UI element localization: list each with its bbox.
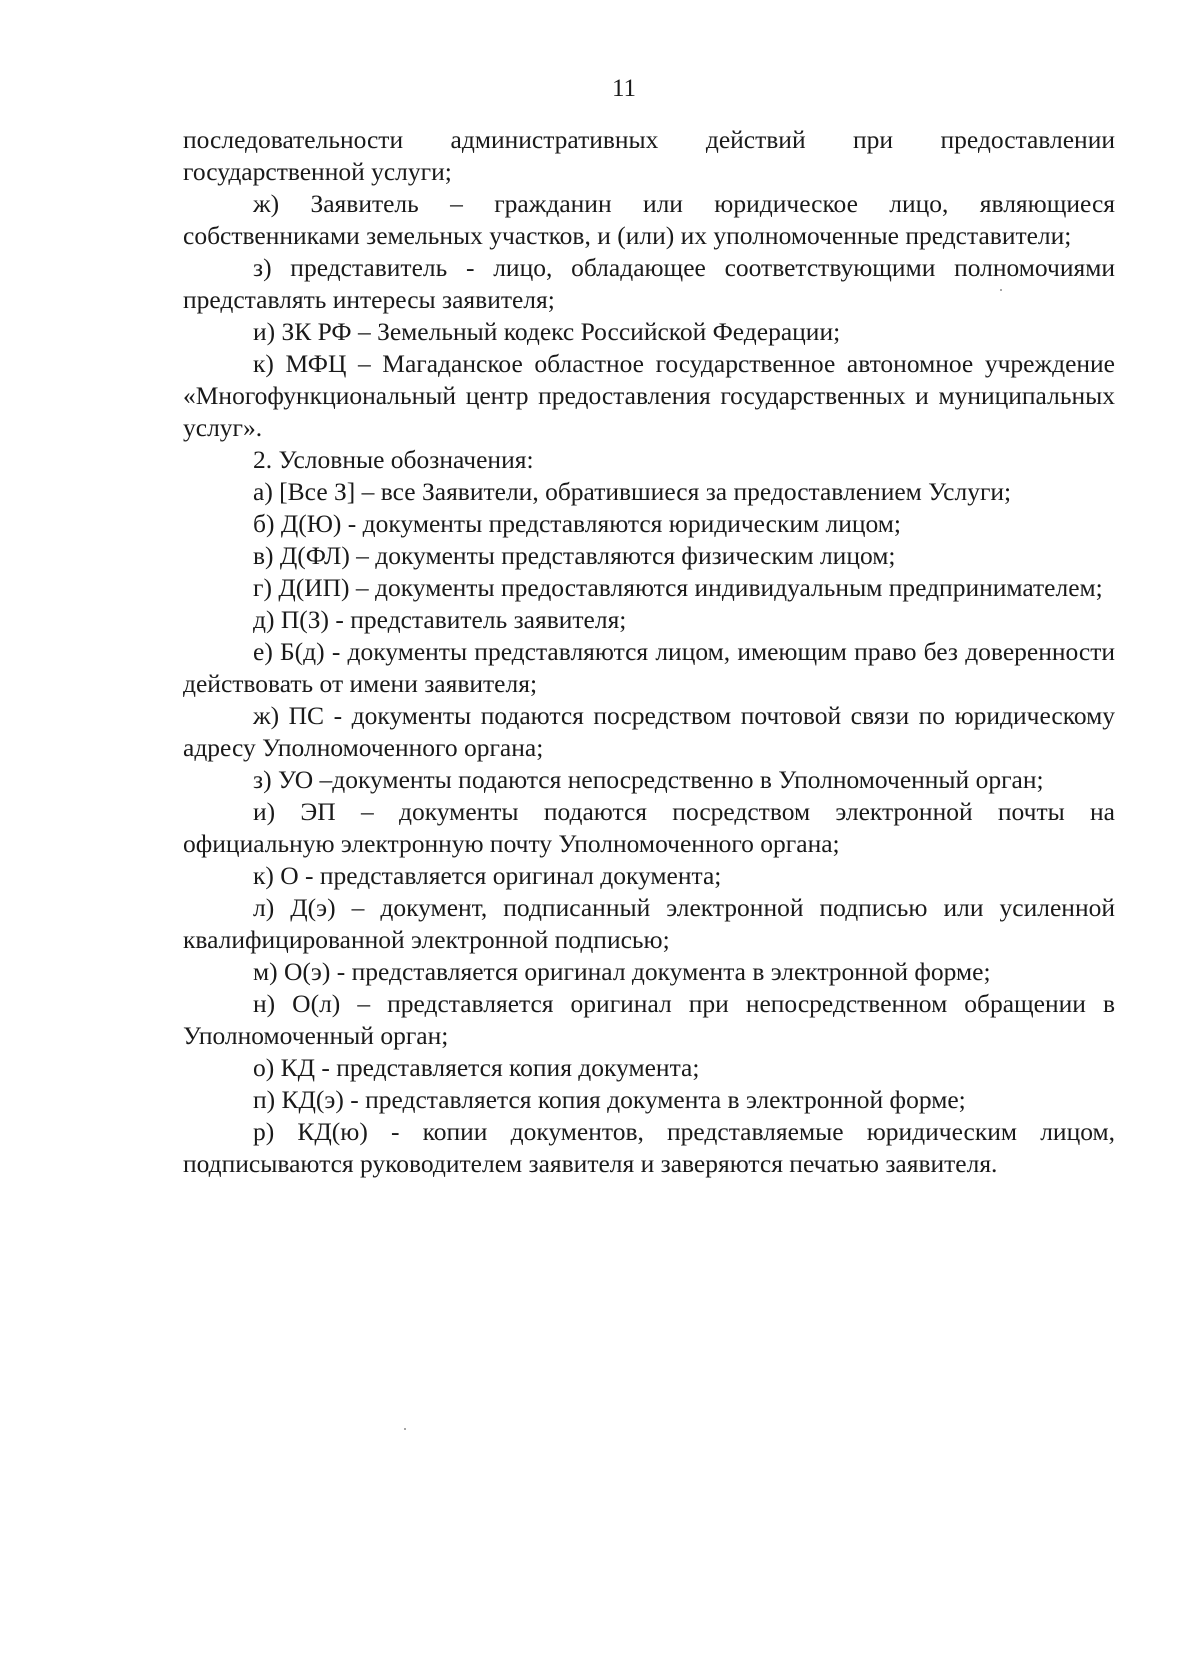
scan-speck xyxy=(1000,289,1002,291)
paragraph-symbol-g: г) Д(ИП) – документы предоставляются индивидуальным предпринимателем; xyxy=(253,573,1103,602)
paragraph-symbol-d: д) П(З) - представитель заявителя; xyxy=(253,605,627,634)
paragraph-definition-k: к) МФЦ – Магаданское областное государственное автономное учреждение «Многофункциональный центр предоставления государственных и муниципальных услуг». xyxy=(183,349,1115,442)
paragraph-symbol-zh: ж) ПС - документы подаются посредством почтовой связи по юридическому адресу Уполномоченного органа; xyxy=(183,701,1115,762)
paragraph-symbol-e: е) Б(д) - документы представляются лицом, имеющим право без доверенности действовать от имени заявителя; xyxy=(183,637,1115,698)
document-body xyxy=(183,124,1115,1180)
paragraph-symbol-k: к) О - представляется оригинал документа; xyxy=(253,861,722,890)
paragraph-section-heading: 2. Условные обозначения: xyxy=(253,445,534,474)
paragraph-symbol-b: б) Д(Ю) - документы представляются юридическим лицом; xyxy=(253,509,901,538)
paragraph-symbol-r: р) КД(ю) - копии документов, представляемые юридическим лицом, подписываются руководителем заявителя и заверяются печатью заявителя. xyxy=(183,1117,1115,1178)
scan-speck xyxy=(404,1428,406,1430)
paragraph-symbol-m: м) О(э) - представляется оригинал документа в электронной форме; xyxy=(253,957,991,986)
paragraph-symbol-v: в) Д(ФЛ) – документы представляются физическим лицом; xyxy=(253,541,896,570)
page-number: 11 xyxy=(611,75,637,102)
paragraph-symbol-i: и) ЭП – документы подаются посредством электронной почты на официальную электронную почту Уполномоченного органа; xyxy=(183,797,1115,858)
paragraph-symbol-p: п) КД(э) - представляется копия документа в электронной форме; xyxy=(253,1085,966,1114)
paragraph-symbol-a: а) [Все З] – все Заявители, обратившиеся за предоставлением Услуги; xyxy=(253,477,1012,506)
paragraph-definition-z: з) представитель - лицо, обладающее соответствующими полномочиями представлять интересы заявителя; xyxy=(183,253,1115,314)
paragraph-symbol-o: о) КД - представляется копия документа; xyxy=(253,1053,700,1082)
paragraph-symbol-z: з) УО –документы подаются непосредственно в Уполномоченный орган; xyxy=(253,765,1044,794)
paragraph-definition-zh: ж) Заявитель – гражданин или юридическое лицо, являющиеся собственниками земельных участков, и (или) их уполномоченные представители; xyxy=(183,189,1115,250)
paragraph-definition-i: и) ЗК РФ – Земельный кодекс Российской Федерации; xyxy=(253,317,841,346)
paragraph-symbol-n: н) О(л) – представляется оригинал при непосредственном обращении в Уполномоченный орган; xyxy=(183,989,1115,1050)
paragraph-continuation: последовательности административных действий при предоставлении государственной услуги; xyxy=(183,125,1115,186)
paragraph-symbol-l: л) Д(э) – документ, подписанный электронной подписью или усиленной квалифицированной электронной подписью; xyxy=(183,893,1115,954)
